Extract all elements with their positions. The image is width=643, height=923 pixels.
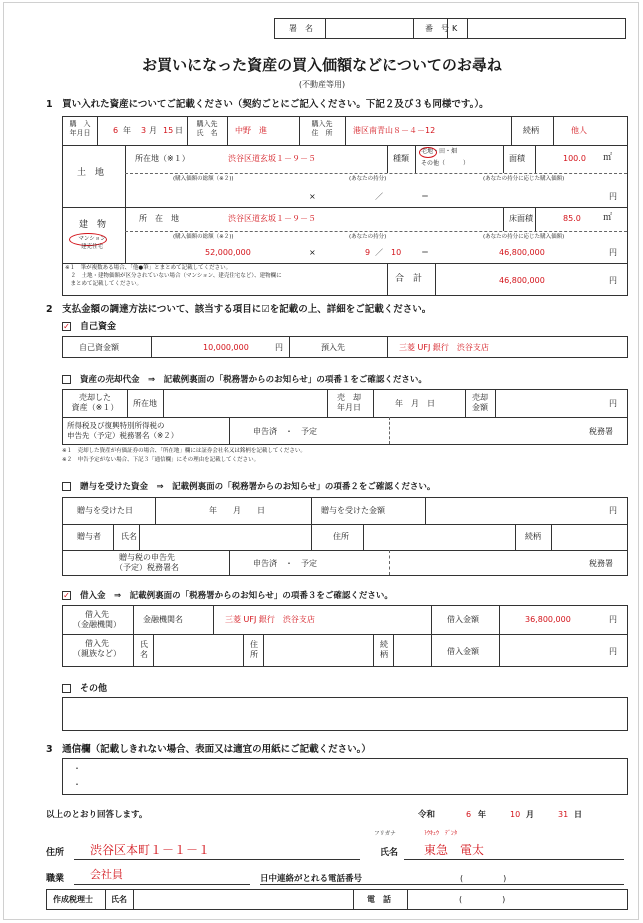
note-3: まとめて記載してください。 xyxy=(65,281,143,287)
building-yen: 円 xyxy=(609,248,617,257)
asset-table xyxy=(62,116,628,296)
building-kind-options: マンション 建売住宅 xyxy=(78,236,106,250)
loan-yen: 円 xyxy=(609,615,617,624)
accountant-label: 作成税理士 xyxy=(53,895,93,904)
reply-month-unit: 月 xyxy=(526,810,534,819)
reply-year: 6 xyxy=(466,810,472,819)
floor-area-label: 床面積 xyxy=(509,214,533,223)
self-funds-table xyxy=(62,336,628,358)
tax-inquiry-form xyxy=(3,2,639,920)
sold-location-label: 所在地 xyxy=(133,399,157,408)
name-value: 東急 電太 xyxy=(424,843,485,857)
reply-day-unit: 日 xyxy=(574,810,582,819)
sold-asset-label: 売却した 資産（※１） xyxy=(71,393,119,413)
loan-amount-label: 借入金額 xyxy=(447,615,479,624)
gift-date-label: 贈与を受けた日 xyxy=(77,506,133,515)
family-lender-label: 借入先 （親族など） xyxy=(73,639,121,659)
building-equals: ＝ xyxy=(421,248,429,257)
form-subtitle: (不動産等用) xyxy=(298,80,346,89)
gift-label: 贈与を受けた資金 ⇒ 記載例裏面の「税務署からのお知らせ」の項番２をご確認ください。 xyxy=(80,482,436,492)
sale-tax-office: 税務署 xyxy=(589,427,613,436)
family-loan-yen: 円 xyxy=(609,647,617,656)
accountant-name-label: 氏名 xyxy=(111,895,127,904)
relation-value: 他人 xyxy=(571,126,587,135)
seller-address: 港区南青山８－４－12 xyxy=(353,126,436,135)
self-funds-amount: 10,000,000 xyxy=(203,343,249,352)
furigana-label: フリガナ xyxy=(374,831,396,837)
building-times: × xyxy=(309,248,316,257)
land-share-price-label: (あなたの持分に応じた購入価額) xyxy=(483,176,565,182)
form-title: お買いになった資産の買入価額などについてのお尋ね xyxy=(142,56,502,74)
building-total-label: (購入価額の総額（※２)) xyxy=(173,234,234,240)
section2-heading: 2 支払金額の調達方法について、該当する項目に☑を記載の上、詳細をご記載ください。 xyxy=(46,304,432,315)
furigana-value: ﾄｳｷｭｳ ﾃﾞﾝﾀ xyxy=(424,830,458,837)
section3-heading: 3 通信欄（記載しきれない場合、表面又は適宜の用紙にご記載ください。） xyxy=(46,744,371,755)
closing-text: 以上のとおり回答します。 xyxy=(46,810,148,820)
job-value: 会社員 xyxy=(90,868,123,881)
family-loan-amount-label: 借入金額 xyxy=(447,647,479,656)
giver-relation-label: 続柄 xyxy=(525,532,541,541)
building-share-price: 46,800,000 xyxy=(499,248,545,257)
sale-note-2: ※２ 申告予定がない場合、下記３「通信欄」にその理由を記載してください。 xyxy=(62,457,260,463)
self-funds-amount-label: 自己資金額 xyxy=(79,343,119,352)
month-unit: 月 xyxy=(149,126,157,135)
purchase-date-label: 購 入 年月日 xyxy=(69,120,91,138)
land-location: 渋谷区道玄坂１－９－５ xyxy=(228,154,316,163)
land-area-unit: ㎡ xyxy=(603,153,613,163)
land-yen: 円 xyxy=(609,192,617,201)
other-checkbox[interactable] xyxy=(62,684,71,693)
self-funds-label: 自己資金 xyxy=(80,322,117,332)
building-share-num: 9 xyxy=(365,248,371,257)
building-label: 建 物 xyxy=(79,220,107,230)
reply-day: 31 xyxy=(558,810,569,819)
job-label: 職業 xyxy=(46,874,65,884)
year-unit: 年 xyxy=(123,126,131,135)
giver-name-label: 氏名 xyxy=(121,532,137,541)
self-funds-checkbox[interactable]: ✓ xyxy=(63,322,70,331)
gift-ymd: 年 月 日 xyxy=(209,506,265,515)
total-label: 合 計 xyxy=(395,274,423,284)
phone-parens: ( ) xyxy=(460,874,507,883)
sale-filed: 申告済 ・ 予定 xyxy=(253,427,317,436)
number-prefix: K xyxy=(452,24,458,33)
giver-label: 贈与者 xyxy=(77,532,101,541)
tel-label: 電 話 xyxy=(367,895,391,904)
loan-label: 借入金 ⇒ 記載例裏面の「税務署からのお知らせ」の項番３をご確認ください。 xyxy=(80,591,393,601)
sale-label: 資産の売却代金 ⇒ 記載例裏面の「税務署からのお知らせ」の項番１をご確認ください。 xyxy=(80,375,427,385)
building-share-price-label: (あなたの持分に応じた購入価額) xyxy=(483,234,565,240)
gift-yen: 円 xyxy=(609,506,617,515)
land-area-label: 面積 xyxy=(509,154,525,163)
bank-name-label: 金融機関名 xyxy=(143,615,183,624)
seller-name: 中野 進 xyxy=(235,126,267,135)
total-yen: 円 xyxy=(609,276,617,285)
other-label: その他 xyxy=(80,684,108,694)
floor-area-value: 85.0 xyxy=(563,214,581,223)
sale-date-label: 売 却 年月日 xyxy=(337,393,361,413)
loan-checkbox[interactable]: ✓ xyxy=(63,591,70,600)
seller-name-label: 購入先 氏 名 xyxy=(196,120,218,138)
total-value: 46,800,000 xyxy=(499,276,545,285)
sale-table xyxy=(62,389,628,445)
loan-table xyxy=(62,605,628,667)
other-box[interactable] xyxy=(62,697,628,731)
sale-ymd: 年 月 日 xyxy=(395,399,435,408)
land-label: 土 地 xyxy=(77,168,105,178)
gift-checkbox[interactable] xyxy=(62,482,71,491)
day-unit: 日 xyxy=(175,126,183,135)
relation-label: 続柄 xyxy=(523,126,539,135)
building-slash: ／ xyxy=(375,248,383,257)
remark-bullet-2: ・ xyxy=(73,780,81,789)
family-name-label: 氏 名 xyxy=(140,640,148,660)
sale-amount-label: 売却 金額 xyxy=(472,393,488,413)
remarks-box[interactable] xyxy=(62,758,628,795)
bank-name: 三菱 UFJ 銀行 渋谷支店 xyxy=(225,615,315,624)
name-label: 氏名 xyxy=(380,848,399,858)
section1-heading: 1 買い入れた資産についてご記載ください（契約ごとにご記入ください。下記２及び３も同様です。）。 xyxy=(46,99,489,110)
deposit-label: 預入先 xyxy=(321,343,345,352)
reply-year-unit: 年 xyxy=(478,810,486,819)
phone-label: 日中連絡がとれる電話番号 xyxy=(260,874,363,884)
seal-label: 署 名 xyxy=(289,24,313,33)
land-location-label: 所在地（※１） xyxy=(135,154,190,163)
purchase-month: 3 xyxy=(141,126,147,135)
self-funds-yen: 円 xyxy=(275,343,283,352)
land-total-label: (購入価額の総額（※２)) xyxy=(173,176,234,182)
sale-yen: 円 xyxy=(609,399,617,408)
land-kind-other: その他（ ） xyxy=(421,160,470,167)
gift-tax-office: 税務署 xyxy=(589,559,613,568)
family-relation-label: 続 柄 xyxy=(380,640,388,660)
gift-tax-label: 贈与税の申告先 （予定）税務署名 xyxy=(115,553,179,573)
land-area-value: 100.0 xyxy=(563,154,586,163)
sale-checkbox[interactable] xyxy=(62,375,71,384)
land-kind-label: 種類 xyxy=(393,154,409,163)
header-box xyxy=(274,18,626,39)
giver-address-label: 住所 xyxy=(333,532,349,541)
building-share-den: 10 xyxy=(391,248,402,257)
seller-address-label: 購入先 住 所 xyxy=(311,120,333,138)
floor-area-unit: ㎡ xyxy=(603,213,613,223)
building-location-label: 所 在 地 xyxy=(139,214,179,223)
sale-tax-label: 所得税及び復興特別所得税の 申告先（予定）税務署名（※２） xyxy=(67,421,179,441)
tel-parens: ( ) xyxy=(459,895,506,904)
land-equals: ＝ xyxy=(421,192,429,201)
note-1: ※１ 筆が複数ある場合、「他●筆」とまとめて記載してください。 xyxy=(65,265,232,271)
gift-table xyxy=(62,497,628,576)
accountant-box xyxy=(46,889,628,910)
land-times: × xyxy=(309,192,316,201)
loan-amount: 36,800,000 xyxy=(525,615,571,624)
deposit-value: 三菱 UFJ 銀行 渋谷支店 xyxy=(399,343,489,352)
purchase-year: 6 xyxy=(113,126,119,135)
number-label: 番 号 xyxy=(425,24,449,33)
note-2: ２ 土地・建物価額が区分されていない場合（マンション、建売住宅など）、建物欄に xyxy=(65,273,282,279)
address-value: 渋谷区本町１－１－１ xyxy=(90,843,211,857)
address-label: 住所 xyxy=(46,848,65,858)
family-address-label: 住 所 xyxy=(250,640,258,660)
building-share-label: (あなたの持分) xyxy=(349,234,387,240)
land-share-label: (あなたの持分) xyxy=(349,176,387,182)
land-slash: ／ xyxy=(375,192,383,201)
era-label: 令和 xyxy=(418,810,436,820)
remark-bullet-1: ・ xyxy=(73,764,81,773)
land-kind-options: 宅地・田・畑 xyxy=(421,148,458,155)
reply-month: 10 xyxy=(510,810,521,819)
sale-note-1: ※１ 売却した資産が有価証券の場合、「所在地」欄には証券会社名又は銘柄を記載してください。 xyxy=(62,448,306,454)
gift-amount-label: 贈与を受けた金額 xyxy=(321,506,385,515)
building-total-price: 52,000,000 xyxy=(205,248,251,257)
lender-label: 借入先 （金融機関） xyxy=(73,610,121,630)
gift-filed: 申告済 ・ 予定 xyxy=(253,559,317,568)
purchase-day: 15 xyxy=(163,126,174,135)
building-location: 渋谷区道玄坂１－９－５ xyxy=(228,214,316,223)
